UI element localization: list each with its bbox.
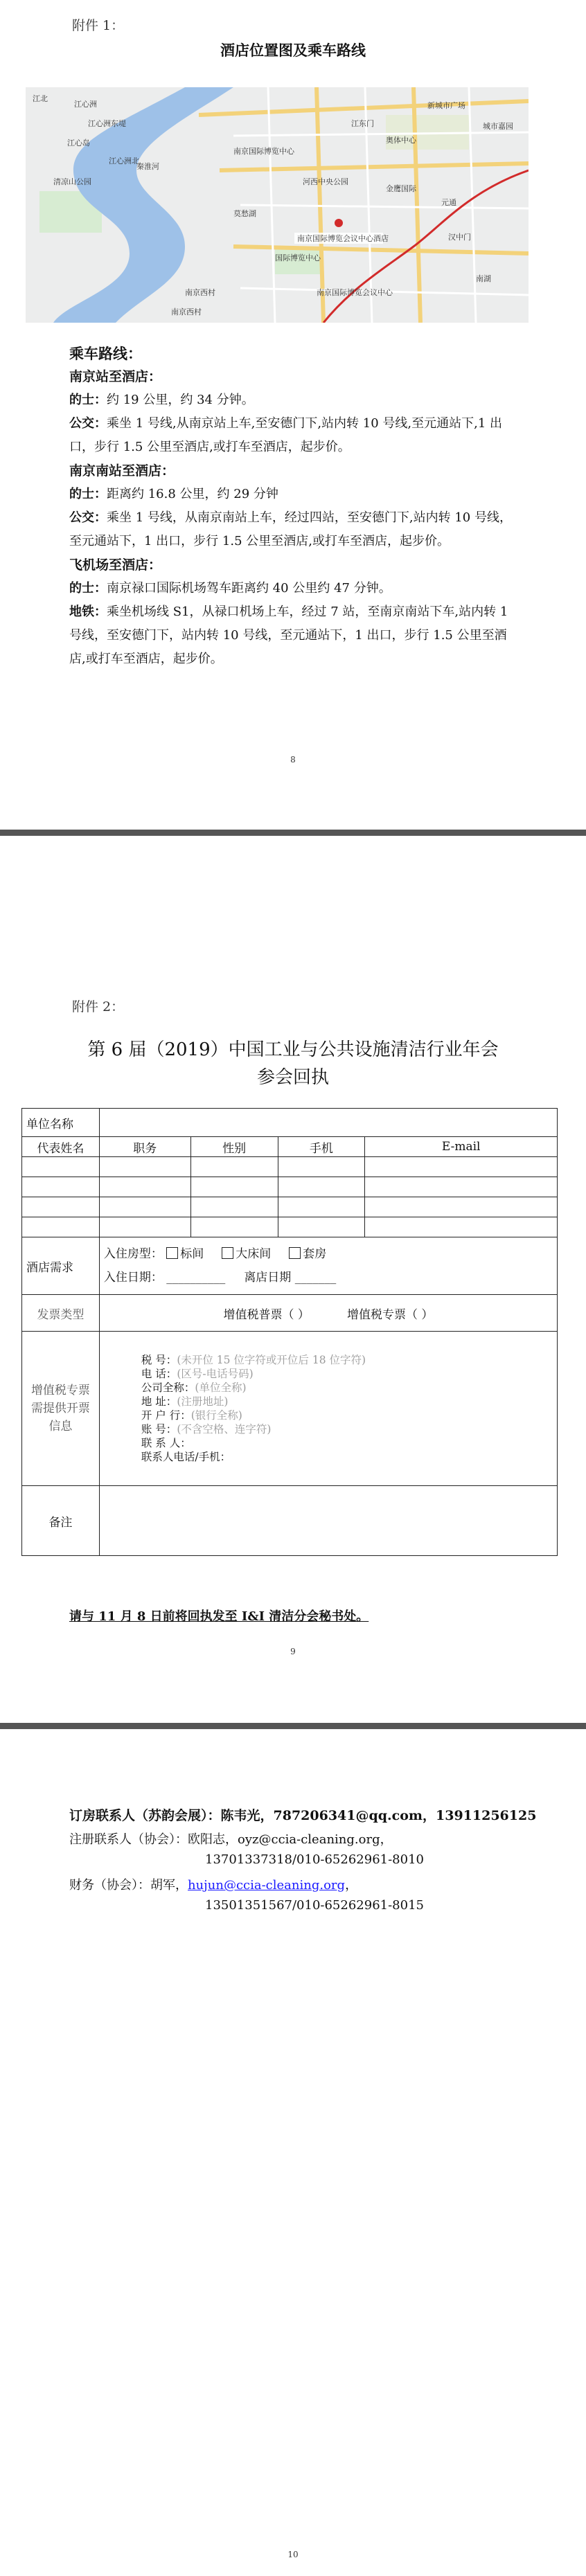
vat-row-hint: (未开位 15 位字符或开位后 18 位字符): [177, 1354, 366, 1366]
unit-name-field[interactable]: [99, 1109, 557, 1137]
route-item-label: 地铁：: [69, 605, 107, 619]
invoice-type-field[interactable]: [99, 1295, 557, 1332]
map-label: 江心岛: [67, 138, 90, 147]
map-label: 清凉山公园: [53, 177, 91, 186]
attachment-label: 附件 1：: [72, 18, 125, 33]
checkbox-icon[interactable]: [222, 1247, 233, 1259]
vat-row[interactable]: [141, 1436, 553, 1450]
page-number: 8: [290, 755, 296, 764]
table-header-cell: 手机: [278, 1137, 365, 1157]
map-label: 莫愁湖: [233, 209, 256, 218]
vat-row[interactable]: [141, 1381, 553, 1395]
checkbox-icon[interactable]: [289, 1247, 301, 1259]
table-row[interactable]: [22, 1177, 558, 1197]
table-header-cell: 职务: [99, 1137, 190, 1157]
map-label: 南湖: [476, 274, 491, 283]
vat-row-label: 公司全称：: [141, 1381, 195, 1394]
route-item-text: 约 19 公里，约 34 分钟。: [107, 393, 254, 407]
page-number: 10: [287, 2550, 299, 2559]
room-type-label: 入住房型：: [103, 1247, 163, 1261]
map-pin-label: 南京国际博览会议中心酒店: [297, 234, 389, 243]
remarks-label: 备注: [22, 1486, 100, 1556]
map-label: 南京国际博览会议中心: [317, 288, 393, 297]
map-label: 奥体中心: [386, 136, 416, 145]
invoice-special-option[interactable]: 增值税专票（ ）: [346, 1307, 434, 1322]
invoice-normal-option[interactable]: 增值税普票（ ）: [223, 1307, 310, 1322]
form-title: 第 6 届（2019）中国工业与公共设施清洁行业年会: [87, 1039, 499, 1060]
vat-row[interactable]: [141, 1395, 553, 1408]
room-option[interactable]: [166, 1247, 204, 1261]
route-item: [69, 506, 517, 553]
registration-contact: [69, 1830, 393, 1848]
map-label: 江心洲: [74, 100, 97, 109]
room-options[interactable]: [166, 1247, 344, 1261]
location-map: [26, 87, 529, 323]
table-header-cell: 性别: [190, 1137, 278, 1157]
route-item-text: 距离约 16.8 公里，约 29 分钟: [107, 487, 278, 501]
route-item: [69, 388, 517, 412]
vat-row[interactable]: [141, 1422, 553, 1436]
finance-contact: [69, 1875, 357, 1893]
vat-row-hint: (银行全称): [190, 1409, 242, 1422]
registration-phone: 13701337318/010-65262961-8010: [205, 1852, 424, 1867]
remarks-field[interactable]: [99, 1486, 557, 1556]
hotel-needs-field[interactable]: [99, 1237, 557, 1295]
room-option-label: 标间: [180, 1247, 204, 1261]
checkout-label: 离店日期: [244, 1271, 292, 1285]
map-label: 新城市广场: [427, 101, 465, 110]
checkout-blank[interactable]: _______: [294, 1271, 337, 1285]
room-option-label: 大床间: [236, 1247, 272, 1261]
page-separator: [0, 1723, 586, 1729]
map-label: 南京国际博览中心: [233, 147, 294, 156]
page-1: [0, 0, 586, 830]
vat-row-label: 开 户 行：: [141, 1409, 191, 1422]
vat-row-hint: (注册地址): [177, 1395, 229, 1408]
map-label: 江心洲北: [109, 156, 139, 166]
table-row[interactable]: [22, 1217, 558, 1237]
map-label: 江北: [33, 94, 48, 103]
map-label: 南京西村: [171, 307, 202, 316]
route-subheading: 南京站至酒店：: [69, 369, 162, 384]
checkin-label: 入住日期：: [103, 1271, 163, 1285]
vat-row[interactable]: [141, 1367, 553, 1381]
vat-info-label: 增值税专票需提供开票信息: [22, 1332, 100, 1486]
route-item: [69, 412, 517, 459]
vat-row[interactable]: [141, 1450, 553, 1464]
map-label: 金鹰国际: [386, 184, 416, 193]
route-item: [69, 483, 517, 506]
map-label: 河西中央公园: [303, 177, 348, 186]
route-subheading: 飞机场至酒店：: [69, 557, 162, 573]
unit-name-label: 单位名称: [22, 1109, 100, 1137]
registration-sep: ，: [380, 1832, 393, 1847]
vat-row-label: 联 系 人：: [141, 1437, 191, 1449]
vat-row-label: 地 址：: [141, 1395, 177, 1408]
route-item-text: 乘坐机场线 S1，从禄口机场上车，经过 7 站，至南京南站下车,站内转 1 号线，至安德门下，站内转 10 号线，至元通站下，1 出口，步行 1.5 公里至酒店,或打车至酒店，起步价。: [69, 605, 508, 666]
hotel-needs-label: 酒店需求: [22, 1237, 100, 1295]
vat-row-label: 电 话：: [141, 1368, 177, 1380]
map-label: 江心洲东堤: [88, 119, 126, 128]
room-option-label: 套房: [303, 1247, 327, 1261]
route-item-label: 的士：: [69, 581, 107, 596]
map-label: 国际博览中心: [275, 253, 321, 262]
page-title: 酒店位置图及乘车路线: [220, 42, 366, 59]
vat-row-label: 税 号：: [141, 1354, 177, 1366]
attachment-label: 附件 2：: [72, 999, 125, 1014]
vat-info-field[interactable]: [99, 1332, 557, 1486]
map-label: 城市嘉园: [483, 122, 513, 131]
page-number: 9: [290, 1647, 296, 1656]
finance-phone: 13501351567/010-65262961-8015: [205, 1898, 424, 1913]
vat-row[interactable]: [141, 1353, 553, 1367]
page-3: [0, 1729, 586, 2576]
vat-row-label: 联系人电话/手机：: [141, 1451, 231, 1463]
invoice-type-label: 发票类型: [22, 1295, 100, 1332]
map-label: 秦淮河: [136, 162, 159, 171]
route-item-label: 公交：: [69, 416, 107, 431]
submission-notice: 请与 11 月 8 日前将回执发至 I&I 清洁分会秘书处。: [69, 1609, 369, 1624]
finance-sep: ，: [345, 1878, 358, 1893]
checkbox-icon[interactable]: [166, 1247, 178, 1259]
route-item: [69, 577, 517, 600]
route-item-label: 的士：: [69, 487, 107, 501]
map-label: 元通: [441, 198, 456, 207]
receipt-table: [21, 1108, 558, 1556]
vat-row-hint: (区号-电话号码): [177, 1368, 254, 1380]
table-header-cell: E-mail: [365, 1137, 558, 1157]
map-label: 汉中门: [448, 233, 471, 242]
room-option[interactable]: [289, 1247, 326, 1261]
route-heading: 乘车路线：: [69, 345, 142, 362]
route-section: [69, 343, 517, 671]
finance-label: 财务（协会）：胡军，: [69, 1878, 188, 1893]
route-item-label: 公交：: [69, 510, 107, 525]
table-header-cell: 代表姓名: [22, 1137, 100, 1157]
table-row[interactable]: [22, 1157, 558, 1177]
vat-row-label: 账 号：: [141, 1423, 177, 1435]
registration-email: oyz@ccia-cleaning.org: [238, 1832, 380, 1847]
room-option[interactable]: [222, 1247, 271, 1261]
route-sections: [69, 365, 517, 671]
registration-label: 注册联系人（协会）：欧阳志，: [69, 1832, 238, 1847]
vat-row[interactable]: [141, 1408, 553, 1422]
route-item-text: 乘坐 1 号线，从南京南站上车，经过四站，至安德门下,站内转 10 号线，至元通站下，1 出口，步行 1.5 公里至酒店,或打车至酒店，起步价。: [69, 510, 512, 548]
route-subheading: 南京南站至酒店：: [69, 463, 175, 478]
route-item-text: 乘坐 1 号线,从南京站上车,至安德门下,站内转 10 号线,至元通站下,1 出口，步行 1.5 公里至酒店,或打车至酒店，起步价。: [69, 416, 503, 454]
form-subtitle: 参会回执: [256, 1067, 329, 1088]
route-item: [69, 600, 517, 671]
page-separator: [0, 830, 586, 836]
map-label: 南京西村: [185, 288, 215, 297]
table-header-row: [22, 1137, 558, 1157]
vat-row-hint: (单位全称): [195, 1381, 247, 1394]
route-item-text: 南京禄口国际机场驾车距离约 40 公里约 47 分钟。: [107, 581, 391, 596]
map-label: 江东门: [351, 119, 374, 128]
booking-contact: 订房联系人（苏韵会展）：陈韦光，787206341@qq.com，13911256125: [69, 1808, 537, 1823]
vat-row-hint: (不含空格、连字符): [177, 1423, 272, 1435]
route-item-label: 的士：: [69, 393, 107, 407]
table-row[interactable]: [22, 1197, 558, 1217]
checkin-blank[interactable]: __________: [166, 1271, 226, 1285]
finance-email-link[interactable]: hujun@ccia-cleaning.org: [188, 1878, 346, 1893]
